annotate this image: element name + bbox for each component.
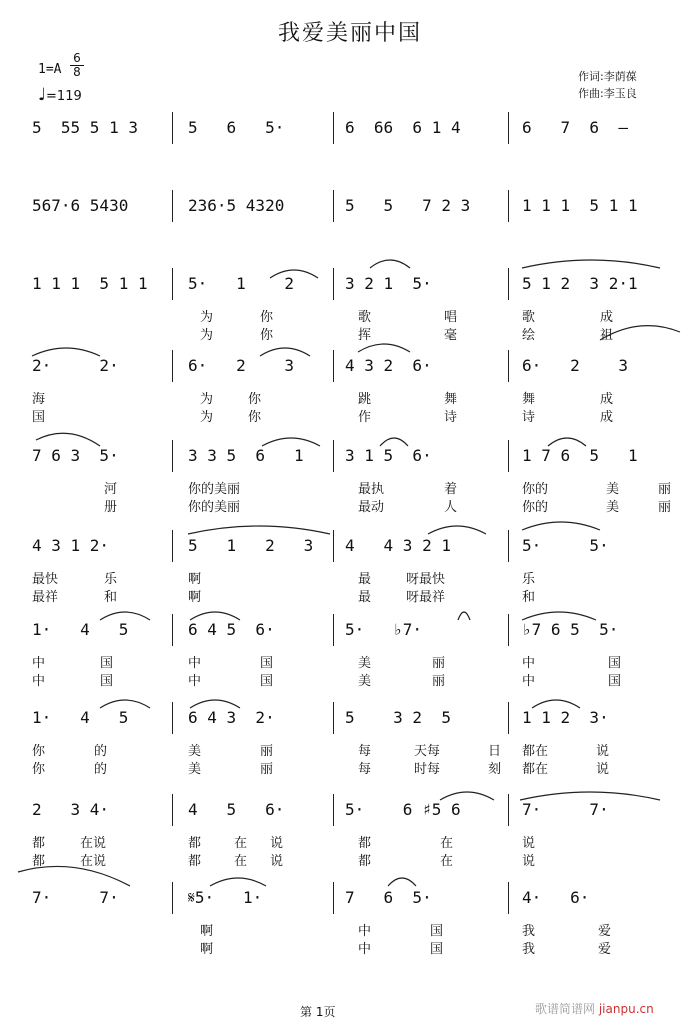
lyric: 说 xyxy=(270,836,284,851)
slur xyxy=(210,878,266,886)
lyric: 册 xyxy=(104,500,118,515)
lyric: 歌 xyxy=(358,310,372,325)
lyric: 中 xyxy=(32,674,46,689)
measure: 236·5 4320 xyxy=(188,196,285,215)
lyric: 你 xyxy=(32,762,46,777)
lyric: 成 xyxy=(600,392,614,407)
composer: 作曲:李玉良 xyxy=(578,87,637,100)
lyric: 丽 xyxy=(260,744,274,759)
slur xyxy=(36,433,100,446)
lyric: 天每 xyxy=(414,744,441,759)
lyric: 都 xyxy=(358,854,372,869)
slur xyxy=(190,612,240,620)
measure: 4 4 3 2 1 xyxy=(345,536,451,555)
lyric: 国 xyxy=(260,674,274,689)
slur xyxy=(388,878,416,886)
lyric: 人 xyxy=(444,500,458,515)
lyric: 美 xyxy=(606,500,620,515)
lyric: 时每 xyxy=(414,762,441,777)
lyric: 毫 xyxy=(444,328,458,343)
lyric: 你 xyxy=(248,392,262,407)
lyric: 国 xyxy=(100,674,114,689)
lyric: 绘 xyxy=(522,328,536,343)
lyric: 你的 xyxy=(522,500,549,515)
lyric: 最动 xyxy=(358,500,385,515)
measure: 7 6 5· xyxy=(345,888,432,907)
lyric: 呀最祥 xyxy=(406,590,446,605)
lyric: 跳 xyxy=(358,392,372,407)
lyric: 中 xyxy=(188,656,202,671)
lyric: 丽 xyxy=(432,656,446,671)
lyric: 在说 xyxy=(80,836,107,851)
watermark-text: 歌谱简谱网 xyxy=(535,1002,596,1016)
lyric: 国 xyxy=(260,656,274,671)
lyric: 都 xyxy=(32,854,46,869)
slur xyxy=(532,700,580,708)
measure: 6· 2 3 xyxy=(188,356,294,375)
lyric: 祖 xyxy=(600,328,614,343)
lyric: 最 xyxy=(358,572,372,587)
measure: 1 1 2 3· xyxy=(522,708,609,727)
measure: 7· 7· xyxy=(32,888,119,907)
measure: 5 55 5 1 3 xyxy=(32,118,138,137)
lyric: 的 xyxy=(94,744,108,759)
lyric: 河 xyxy=(104,482,118,497)
lyric: 说 xyxy=(596,744,610,759)
slur xyxy=(548,438,586,446)
lyric: 着 xyxy=(444,482,458,497)
lyric: 中 xyxy=(522,656,536,671)
lyric: 美 xyxy=(188,762,202,777)
key-signature: 1=A xyxy=(38,62,62,77)
lyric: 美 xyxy=(358,656,372,671)
lyric: 国 xyxy=(32,410,46,425)
lyric: 国 xyxy=(608,674,622,689)
lyric: 舞 xyxy=(444,392,458,407)
slur xyxy=(100,612,150,620)
measure: ♭7 6 5 5· xyxy=(522,620,619,639)
lyric: 你的 xyxy=(522,482,549,497)
measure: 567·6 5430 xyxy=(32,196,129,215)
lyric: 我 xyxy=(522,942,536,957)
lyric: 国 xyxy=(608,656,622,671)
slur xyxy=(358,344,410,352)
measure: 6 4 3 2· xyxy=(188,708,275,727)
lyric: 为 xyxy=(200,410,214,425)
measure: 1 1 1 5 1 1 xyxy=(32,274,148,293)
lyric: 在说 xyxy=(80,854,107,869)
slur xyxy=(600,326,680,340)
lyric: 丽 xyxy=(658,500,672,515)
lyric: 说 xyxy=(522,836,536,851)
lyric: 你 xyxy=(260,310,274,325)
measure: 5· 1 2 xyxy=(188,274,294,293)
lyric: 说 xyxy=(270,854,284,869)
lyric: 在 xyxy=(440,854,454,869)
lyric: 挥 xyxy=(358,328,372,343)
lyric: 都 xyxy=(358,836,372,851)
lyric: 都 xyxy=(188,854,202,869)
lyric: 日 xyxy=(488,744,502,759)
measure: 1· 4 5 xyxy=(32,708,129,727)
lyric: 丽 xyxy=(260,762,274,777)
lyric: 你的美丽 xyxy=(188,482,241,497)
slur xyxy=(522,260,660,268)
slur xyxy=(428,526,486,534)
slur xyxy=(100,700,150,708)
lyric: 在 xyxy=(234,836,248,851)
lyric: 的 xyxy=(94,762,108,777)
measure: 4 5 6· xyxy=(188,800,285,819)
slur xyxy=(270,270,318,278)
measure: 3 2 1 5· xyxy=(345,274,432,293)
lyric: 丽 xyxy=(658,482,672,497)
measure: 4· 6· xyxy=(522,888,590,907)
measure: 3 3 5 6 1 xyxy=(188,446,304,465)
lyric: 中 xyxy=(522,674,536,689)
measure: 1 1 1 5 1 1 xyxy=(522,196,638,215)
measure: 1 7 6 5 1 xyxy=(522,446,638,465)
lyric: 刻 xyxy=(488,762,502,777)
lyric: 美 xyxy=(358,674,372,689)
slur xyxy=(370,260,410,268)
measure: 𝄋5· 1· xyxy=(188,888,263,907)
lyric: 中 xyxy=(32,656,46,671)
lyric: 每 xyxy=(358,744,372,759)
lyric: 作 xyxy=(358,410,372,425)
measure: 3 1 5 6· xyxy=(345,446,432,465)
lyric: 诗 xyxy=(444,410,458,425)
lyric: 你的美丽 xyxy=(188,500,241,515)
lyric: 在 xyxy=(234,854,248,869)
lyric: 国 xyxy=(430,942,444,957)
lyric: 国 xyxy=(430,924,444,939)
measure: 5 5 7 2 3 xyxy=(345,196,471,215)
lyric: 歌 xyxy=(522,310,536,325)
lyric: 都在 xyxy=(522,744,549,759)
lyric: 说 xyxy=(522,854,536,869)
lyric: 中 xyxy=(358,942,372,957)
lyric: 啊 xyxy=(188,590,202,605)
lyric: 乐 xyxy=(104,572,118,587)
lyric: 你 xyxy=(32,744,46,759)
lyric: 唱 xyxy=(444,310,458,325)
measure: 4 3 1 2· xyxy=(32,536,110,555)
slur xyxy=(262,438,320,446)
lyric: 中 xyxy=(358,924,372,939)
slur xyxy=(260,348,310,356)
slur xyxy=(188,526,330,534)
measure: 5· 6 ♯5 6 xyxy=(345,800,461,819)
lyric: 为 xyxy=(200,310,214,325)
lyric: 最执 xyxy=(358,482,385,497)
slur xyxy=(522,612,596,620)
lyric: 美 xyxy=(188,744,202,759)
measure: 5 6 5· xyxy=(188,118,285,137)
measure: 1· 4 5 xyxy=(32,620,129,639)
lyric: 和 xyxy=(522,590,536,605)
measure: 6 4 5 6· xyxy=(188,620,275,639)
lyric: 啊 xyxy=(200,924,214,939)
lyric: 都 xyxy=(188,836,202,851)
measure: 7· 7· xyxy=(522,800,609,819)
measure: 7 6 3 5· xyxy=(32,446,119,465)
lyric: 啊 xyxy=(188,572,202,587)
lyric: 中 xyxy=(188,674,202,689)
lyric: 国 xyxy=(100,656,114,671)
slur xyxy=(522,522,600,530)
lyricist: 作词:李荫葆 xyxy=(578,70,637,83)
lyric: 你 xyxy=(248,410,262,425)
slur xyxy=(520,792,660,800)
lyric: 都在 xyxy=(522,762,549,777)
lyric: 为 xyxy=(200,392,214,407)
lyric: 成 xyxy=(600,310,614,325)
slur xyxy=(190,700,240,708)
slur xyxy=(18,866,130,886)
lyric: 乐 xyxy=(522,572,536,587)
measure: 5· 5· xyxy=(522,536,609,555)
song-title: 我爱美丽中国 xyxy=(277,21,422,46)
lyric: 每 xyxy=(358,762,372,777)
lyric: 说 xyxy=(596,762,610,777)
lyric: 为 xyxy=(200,328,214,343)
lyric: 美 xyxy=(606,482,620,497)
page-number: 第 1页 xyxy=(300,1005,336,1019)
measure: 5 1 2 3 2·1 xyxy=(522,274,638,293)
lyric: 在 xyxy=(440,836,454,851)
slur xyxy=(458,612,470,620)
lyric: 爱 xyxy=(598,942,612,957)
measure: 4 3 2 6· xyxy=(345,356,432,375)
lyric: 诗 xyxy=(522,410,536,425)
time-signature-bottom: 8 xyxy=(73,65,81,79)
quarter-note-icon: ♩ xyxy=(38,85,47,105)
slur xyxy=(440,792,494,800)
lyric: 啊 xyxy=(200,942,214,957)
lyric: 最 xyxy=(358,590,372,605)
measure: 5 3 2 5 xyxy=(345,708,451,727)
lyric: 最祥 xyxy=(32,590,59,605)
tempo-value: =119 xyxy=(46,89,82,104)
lyric: 舞 xyxy=(522,392,536,407)
lyric: 你 xyxy=(260,328,274,343)
measure: 6 66 6 1 4 xyxy=(345,118,461,137)
measure: 5 1 2 3 xyxy=(188,536,314,555)
lyric: 和 xyxy=(104,590,118,605)
lyric: 爱 xyxy=(598,924,612,939)
slur xyxy=(380,438,408,446)
lyric: 最快 xyxy=(32,572,59,587)
watermark-url: jianpu.cn xyxy=(598,1002,654,1016)
lyric: 丽 xyxy=(432,674,446,689)
time-signature-top: 6 xyxy=(70,52,84,66)
lyric: 呀最快 xyxy=(406,572,446,587)
measure: 2 3 4· xyxy=(32,800,110,819)
lyric: 我 xyxy=(522,924,536,939)
measure: 6 7 6 — xyxy=(522,118,628,137)
lyric: 都 xyxy=(32,836,46,851)
slur xyxy=(32,348,100,356)
measure: 5· ♭7· xyxy=(345,620,423,639)
measure: 6· 2 3 xyxy=(522,356,628,375)
measure: 2· 2· xyxy=(32,356,119,375)
lyric: 海 xyxy=(32,392,46,407)
lyric: 成 xyxy=(600,410,614,425)
